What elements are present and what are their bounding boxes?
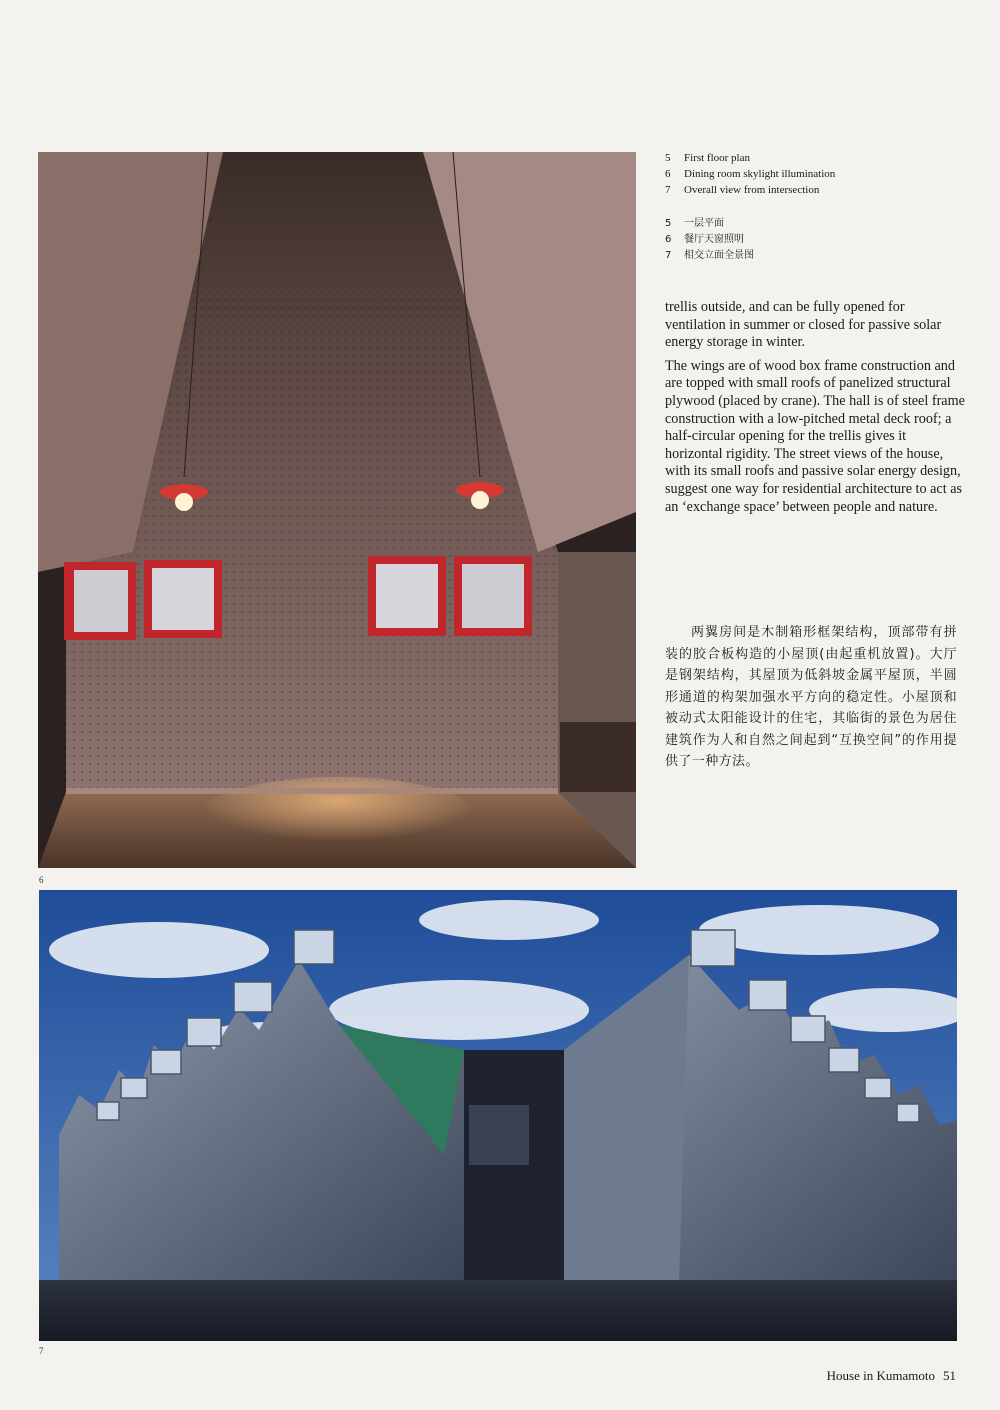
caption-item: 6 Dining room skylight illumination [665, 168, 836, 180]
body-text-chinese [665, 622, 957, 773]
paragraph: 两翼房间是木制箱形框架结构，顶部带有拼装的胶合板构造的小屋顶(由起重机放置)。大厅是钢架结构，其屋顶为低斜坡金属平屋顶，半圆形通道的构架加强水平方向的稳定性。小屋顶和被动式太阳能设计的住宅，其临街的景色为居住建筑作为人和自然之间起到“互换空间”的作用提供了一种方法。 [665, 625, 957, 769]
caption-item: 5 First floor plan [665, 152, 750, 164]
captions-english [665, 150, 965, 198]
page-number: 51 [943, 1368, 956, 1383]
caption-item: 7 Overall view from intersection [665, 184, 820, 196]
photo-exterior-view [39, 890, 957, 1341]
caption-item: 6 餐厅天窗照明 [665, 234, 744, 245]
caption-item: 5 一层平面 [665, 218, 724, 229]
captions-chinese [665, 216, 965, 264]
figure-label-6: 6 [39, 875, 44, 885]
running-title: House in Kumamoto [826, 1368, 935, 1383]
paragraph: trellis outside, and can be fully opened for ventilation in summer or closed for passive solar energy storage in winter. [665, 299, 942, 351]
page-footer [827, 1368, 956, 1384]
body-text-english [665, 299, 965, 522]
photo-dining-room [38, 152, 636, 868]
figure-captions [665, 150, 965, 264]
paragraph: The wings are of wood box frame construction and are topped with small roofs of panelized structural plywood (placed by crane). The hall is of steel frame construction with a low-pitched metal deck roof; a half-circular opening for the trellis gives it horizontal rigidity. The street views of the house, with its small roofs and passive solar energy design, suggest one way for residential architecture to act as an ‘exchange space’ between people and nature. [665, 357, 965, 515]
figure-label-7: 7 [39, 1346, 44, 1356]
caption-item: 7 相交立面全景图 [665, 250, 754, 261]
